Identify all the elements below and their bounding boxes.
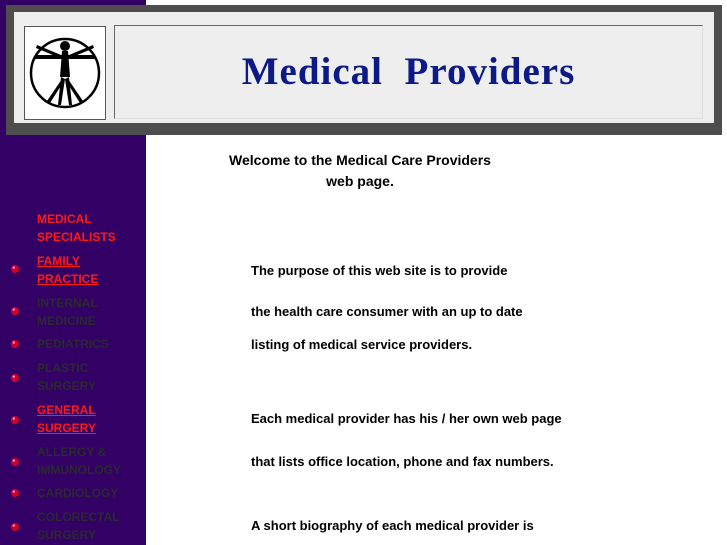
nav-link-line-1: INTERNAL [37,296,98,310]
nav-link-line-2: IMMUNOLOGY [37,463,121,477]
nav-link-colorectal-surgery[interactable] [37,508,142,544]
nav-link-line-1: COLORECTAL [37,510,120,524]
welcome-line-1: Welcome to the Medical Care Providers [229,152,491,168]
content-paragraph-3: listing of medical service providers. [251,337,473,352]
content-paragraph-1: The purpose of this web site is to provide [251,263,508,278]
nav-link-line-1: PLASTIC [37,361,89,375]
nav-link-line-1: GENERAL [37,403,96,417]
content-paragraph-2: the health care consumer with an up to date [251,304,523,319]
nav-link-line-1: CARDIOLOGY [37,486,119,500]
bullet-icon [10,264,20,274]
bullet-icon [10,306,20,316]
bullet-icon [10,415,20,425]
nav-link-line-2: MEDICINE [37,314,96,328]
nav-link-family-practice[interactable] [37,252,142,288]
bullet-icon [10,457,20,467]
nav-link-line-2: SURGERY [37,379,96,393]
welcome-line-2: web page. [326,173,394,189]
nav-link-pediatrics[interactable] [37,335,142,353]
nav-link-line-1: FAMILY [37,254,80,268]
nav-link-line-1: PEDIATRICS [37,337,109,351]
bullet-icon [10,488,20,498]
bullet-icon [10,373,20,383]
nav-link-line-1: ALLERGY & [37,445,107,459]
vitruvian-man-icon [24,26,106,120]
nav-heading-line-1: MEDICAL [37,212,92,226]
content-paragraph-5: that lists office location, phone and fax numbers. [251,454,554,469]
nav-link-general-surgery[interactable] [37,401,142,437]
nav-heading-line-2: SPECIALISTS [37,230,116,244]
title-box [114,25,703,119]
nav-link-allergy-immunology[interactable] [37,443,142,479]
bullet-icon [10,339,20,349]
nav-link-plastic-surgery[interactable] [37,359,142,395]
welcome-text [200,150,520,192]
nav-heading-label [37,210,142,246]
bullet-icon [10,522,20,532]
nav-link-line-2: SURGERY [37,528,96,542]
nav-link-cardiology[interactable] [37,484,142,502]
content-paragraph-6: A short biography of each medical provider is [251,518,534,533]
nav-link-line-2: PRACTICE [37,272,99,286]
content-paragraph-4: Each medical provider has his / her own web page [251,411,562,426]
nav-link-internal-medicine[interactable] [37,294,142,330]
page-title: Medical Providers [241,50,576,93]
nav-link-line-2: SURGERY [37,421,96,435]
